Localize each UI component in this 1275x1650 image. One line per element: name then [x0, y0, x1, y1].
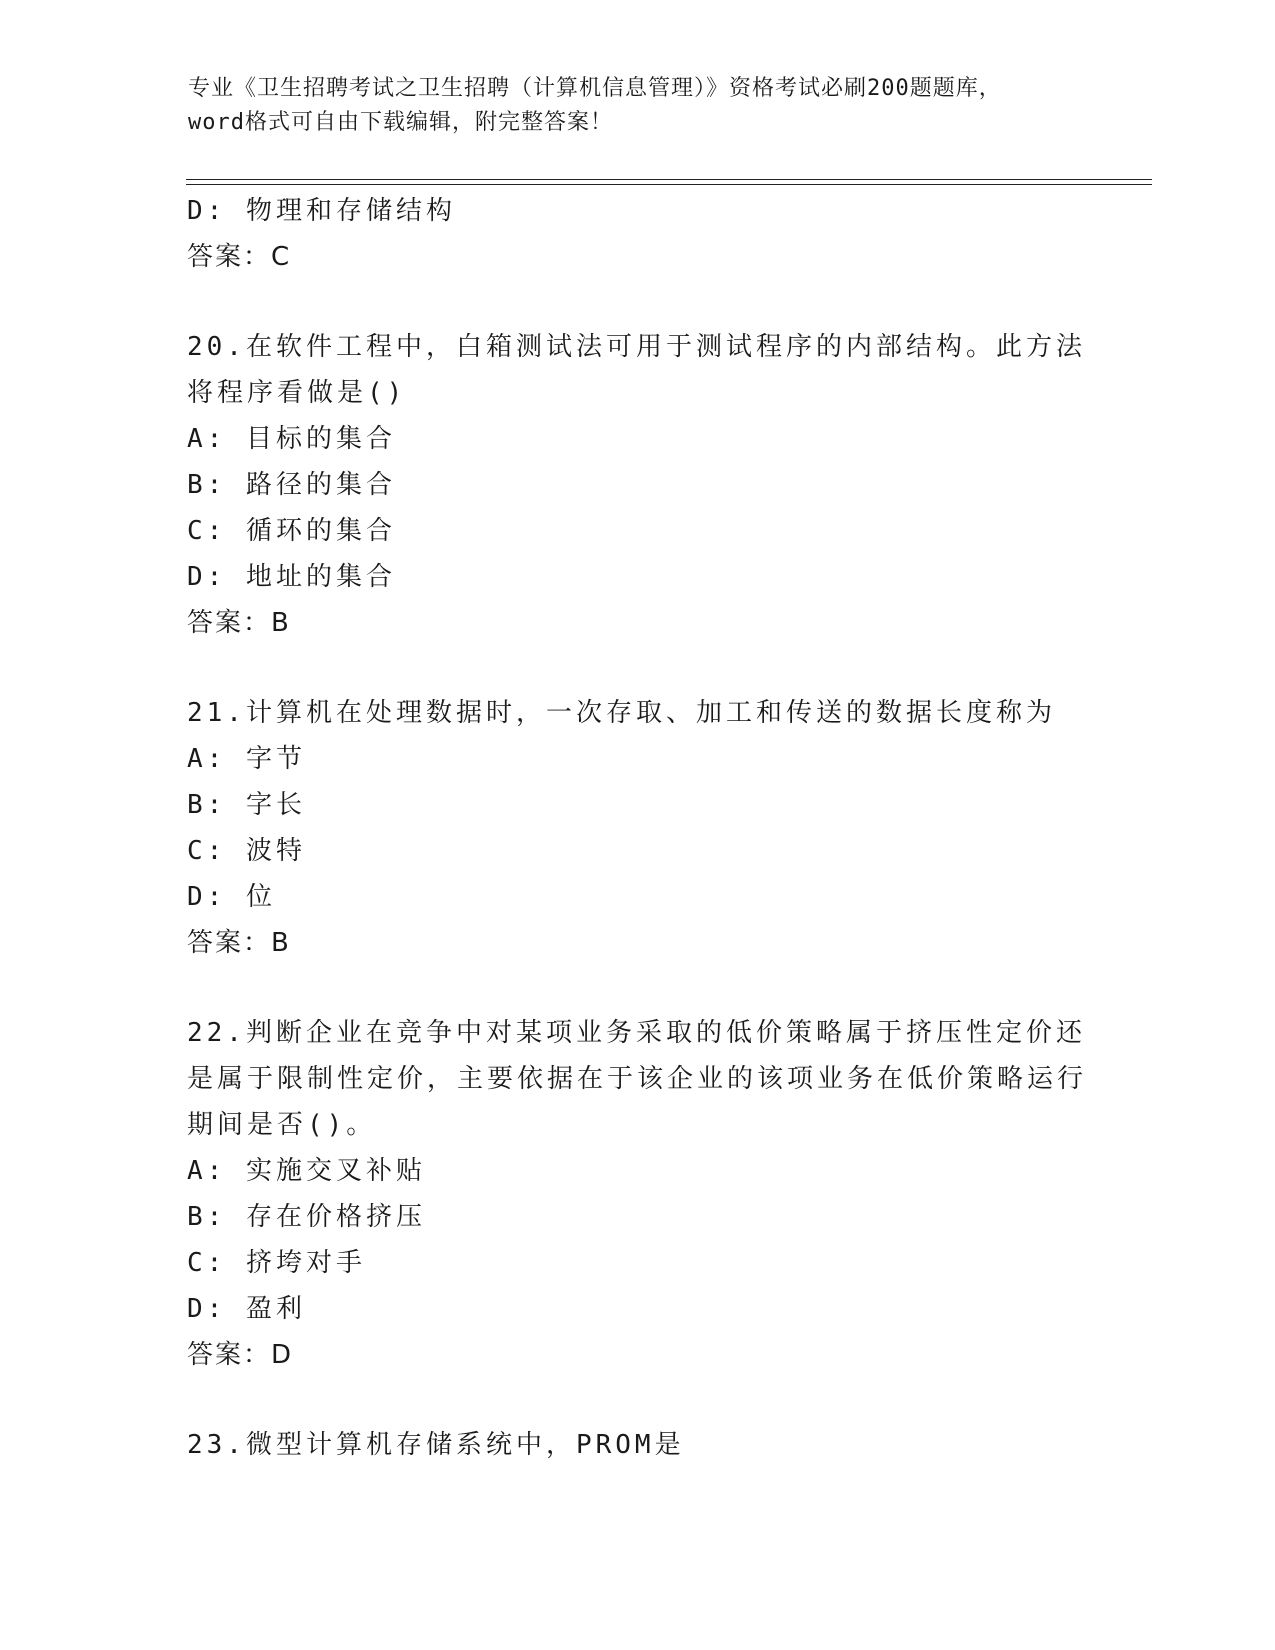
option-d: D: 盈利 [187, 1294, 306, 1324]
option-b: B: 字长 [187, 790, 306, 820]
answer-label: 答案：B [187, 928, 291, 958]
answer-label: 答案：B [187, 608, 291, 638]
document-header [188, 72, 1088, 140]
option-a: A: 目标的集合 [187, 424, 396, 454]
option-c: C: 循环的集合 [187, 516, 396, 546]
question-19-tail [187, 188, 1087, 280]
header-divider-bottom [186, 184, 1152, 185]
question-21 [187, 690, 1087, 966]
question-list [187, 188, 1087, 1468]
option-d: D: 地址的集合 [187, 562, 396, 592]
option-a: A: 实施交叉补贴 [187, 1156, 426, 1186]
option-a: A: 字节 [187, 744, 306, 774]
answer-label: 答案：D [187, 1340, 294, 1370]
question-22 [187, 1010, 1087, 1378]
question-text: 20.在软件工程中，白箱测试法可用于测试程序的内部结构。此方法将程序看做是() [187, 332, 1086, 408]
question-20 [187, 324, 1087, 646]
question-23 [187, 1422, 1087, 1468]
option-b: B: 存在价格挤压 [187, 1202, 426, 1232]
option-d: D: 物理和存储结构 [187, 196, 456, 226]
question-text: 23.微型计算机存储系统中，PROM是 [187, 1430, 685, 1460]
question-text: 21.计算机在处理数据时，一次存取、加工和传送的数据长度称为 [187, 698, 1056, 728]
answer-label: 答案：C [187, 242, 292, 272]
header-divider-top [186, 179, 1152, 180]
option-b: B: 路径的集合 [187, 470, 396, 500]
option-c: C: 挤垮对手 [187, 1248, 366, 1278]
header-line-1: 专业《卫生招聘考试之卫生招聘（计算机信息管理）》资格考试必刷200题题库， [188, 76, 1002, 101]
option-c: C: 波特 [187, 836, 306, 866]
option-d: D: 位 [187, 882, 276, 912]
header-line-2: word格式可自由下载编辑，附完整答案！ [188, 110, 613, 135]
question-text: 22.判断企业在竞争中对某项业务采取的低价策略属于挤压性定价还是属于限制性定价，主要依据在于该企业的该项业务在低价策略运行期间是否()。 [187, 1018, 1088, 1140]
